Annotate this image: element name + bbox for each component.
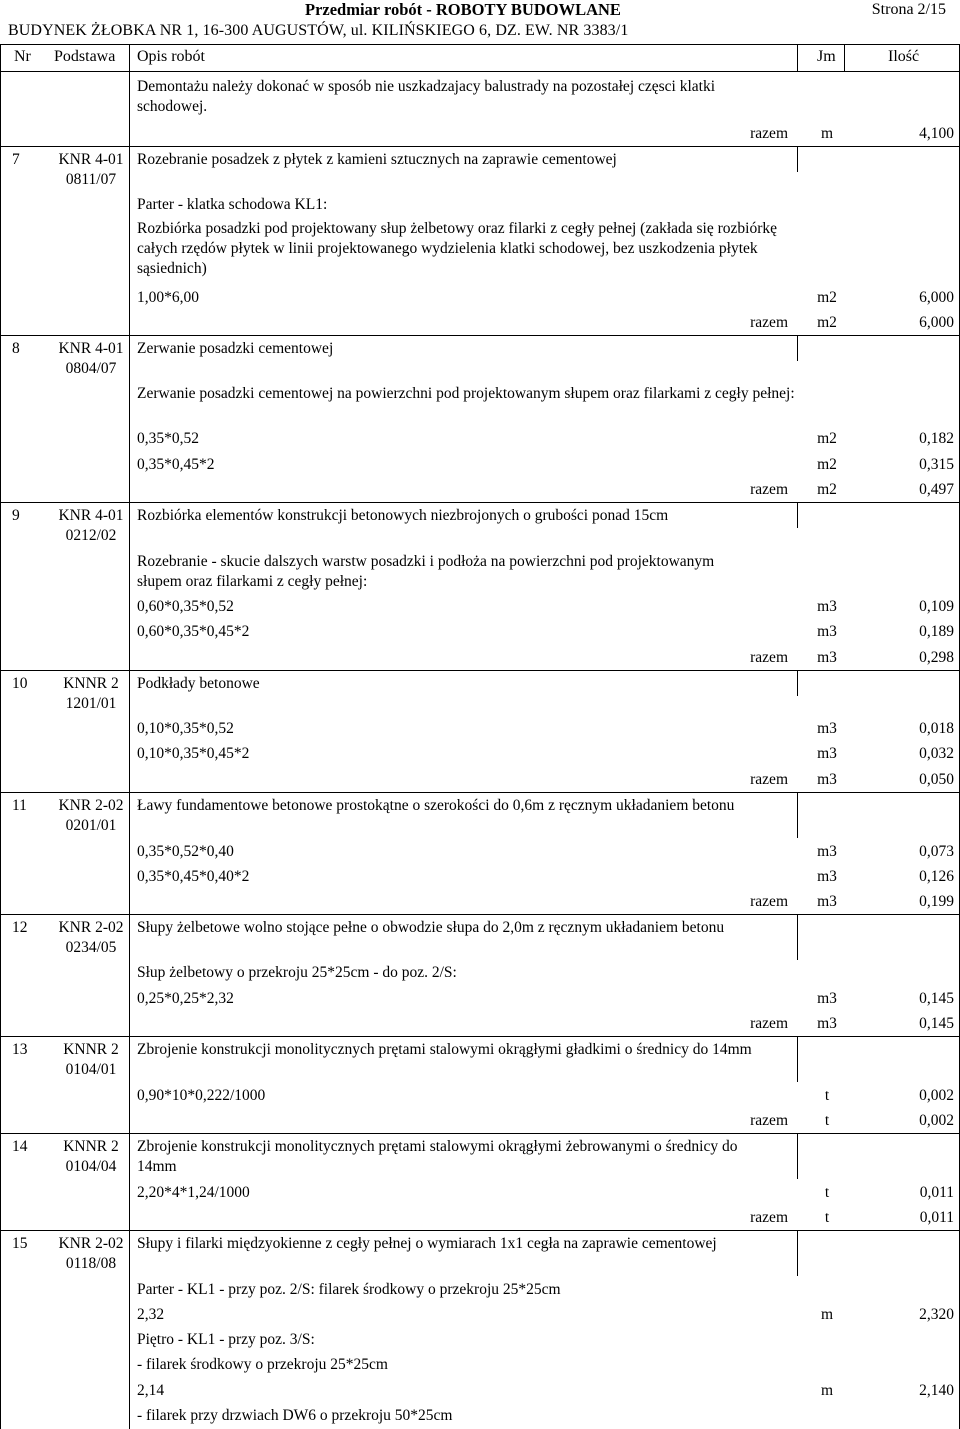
cell-divider <box>797 1036 798 1082</box>
item-base-code: KNR 2-02 <box>58 1235 124 1252</box>
item-number: 10 <box>12 675 28 692</box>
item-base-subcode: 0201/01 <box>65 817 117 834</box>
item-number: 9 <box>12 507 20 524</box>
total-unit: m <box>820 125 834 142</box>
table-top-border <box>0 44 960 45</box>
row-separator <box>0 1230 960 1231</box>
column-header-base: Podstawa <box>54 48 116 65</box>
table-left-border <box>0 44 1 1429</box>
item-base-code: KNNR 2 <box>63 675 119 692</box>
item-note: Piętro - KL1 - przy poz. 3/S: <box>137 1331 315 1348</box>
row-separator <box>0 914 960 915</box>
page-number: Strona 2/15 <box>871 1 946 18</box>
calc-quantity: 0,073 <box>919 843 954 860</box>
row-separator <box>0 670 960 671</box>
total-quantity: 4,100 <box>919 125 954 142</box>
razem-label: razem <box>750 1112 788 1129</box>
total-quantity: 0,050 <box>919 771 954 788</box>
total-quantity: 0,497 <box>919 481 954 498</box>
item-base-code: KNNR 2 <box>63 1138 119 1155</box>
calc-unit: m3 <box>817 598 837 615</box>
row-separator <box>0 335 960 336</box>
item-note: - filarek środkowy o przekroju 25*25cm <box>137 1356 388 1373</box>
razem-label: razem <box>750 314 788 331</box>
item-base-subcode: 0104/04 <box>65 1158 117 1175</box>
calc-unit: m3 <box>817 843 837 860</box>
calc-unit: m2 <box>817 430 837 447</box>
calc-unit: m3 <box>817 990 837 1007</box>
total-unit: t <box>824 1209 830 1226</box>
cell-divider <box>797 502 798 528</box>
total-quantity: 0,298 <box>919 649 954 666</box>
calc-unit: m <box>820 1306 834 1323</box>
calc-expression: 1,00*6,00 <box>137 289 199 306</box>
item-title: Zbrojenie konstrukcji monolitycznych prętami stalowymi okrągłymi żebrowanymi o średnicy do 14mm <box>137 1138 738 1175</box>
razem-label: razem <box>750 771 788 788</box>
total-unit: t <box>824 1112 830 1129</box>
item-base-code: KNNR 2 <box>63 1041 119 1058</box>
total-quantity: 0,002 <box>919 1112 954 1129</box>
total-unit: m3 <box>817 893 837 910</box>
item-note: - filarek przy drzwiach DW6 o przekroju 50*25cm <box>137 1407 453 1424</box>
calc-unit: m3 <box>817 720 837 737</box>
calc-quantity: 0,109 <box>919 598 954 615</box>
item-base-subcode: 0118/08 <box>65 1255 117 1272</box>
item-number: 14 <box>12 1138 28 1155</box>
calc-unit: t <box>824 1184 830 1201</box>
item-number: 12 <box>12 919 28 936</box>
item-note: Parter - klatka schodowa KL1: <box>137 196 328 213</box>
total-unit: m2 <box>817 481 837 498</box>
razem-label: razem <box>750 125 788 142</box>
item-base-code: KNR 4-01 <box>58 507 124 524</box>
item-base-code: KNR 4-01 <box>58 340 124 357</box>
calc-quantity: 2,140 <box>919 1382 954 1399</box>
column-header-quantity: Ilość <box>888 48 920 65</box>
item-note: Rozebranie - skucie dalszych warstw posadzki i podłoża na powierzchni pod projektowanym słupem oraz filarkami z cegły pełnej: <box>137 553 715 590</box>
project-address: BUDYNEK ŻŁOBKA NR 1, 16-300 AUGUSTÓW, ul. KILIŃSKIEGO 6, DZ. EW. NR 3383/1 <box>8 22 629 39</box>
item-title: Ławy fundamentowe betonowe prostokątne o szerokości do 0,6m z ręcznym układaniem betonu <box>137 797 735 814</box>
item-base-code: KNR 2-02 <box>58 919 124 936</box>
calc-unit: m3 <box>817 623 837 640</box>
item-base-subcode: 0234/05 <box>65 939 117 956</box>
calc-expression: 0,10*0,35*0,45*2 <box>137 745 250 762</box>
item-note: Rozbiórka posadzki pod projektowany słup żelbetowy oraz filarki z cegły pełnej (zakłada się rozbiórkę całych rzędów płytek w linii projektowanego wydzielenia klatki schodowej, bez uszkodzenia płytek sąsiednich) <box>137 220 778 277</box>
document-title: Przedmiar robót - ROBOTY BUDOWLANE <box>305 0 621 19</box>
calc-unit: m3 <box>817 745 837 762</box>
razem-label: razem <box>750 1209 788 1226</box>
total-quantity: 0,011 <box>919 1209 954 1226</box>
cell-divider <box>797 792 798 838</box>
razem-label: razem <box>750 1015 788 1032</box>
total-quantity: 0,145 <box>919 1015 954 1032</box>
item-title: Słupy i filarki międzyokienne z cegły pełnej o wymiarach 1x1 cegła na zaprawie cementowej <box>137 1235 717 1252</box>
cell-divider <box>797 914 798 960</box>
calc-unit: m <box>820 1382 834 1399</box>
calc-quantity: 0,032 <box>919 745 954 762</box>
column-header-description: Opis robót <box>137 48 205 65</box>
row-separator <box>0 792 960 793</box>
cell-divider <box>797 146 798 172</box>
calc-unit: m2 <box>817 456 837 473</box>
column-header-bottom-border <box>0 71 960 72</box>
item-title: Podkłady betonowe <box>137 675 260 692</box>
unit-column-divider <box>797 44 798 71</box>
item-base-subcode: 0212/02 <box>65 527 117 544</box>
calc-quantity: 0,145 <box>919 990 954 1007</box>
item-base-code: KNR 2-02 <box>58 797 124 814</box>
calc-expression: 0,60*0,35*0,45*2 <box>137 623 250 640</box>
calc-expression: 0,35*0,45*2 <box>137 456 215 473</box>
column-header-unit: Jm <box>817 48 836 65</box>
item-number: 15 <box>12 1235 28 1252</box>
description-column-divider <box>129 44 130 1429</box>
total-quantity: 6,000 <box>919 314 954 331</box>
calc-quantity: 0,002 <box>919 1087 954 1104</box>
razem-label: razem <box>750 649 788 666</box>
item-base-subcode: 0104/01 <box>65 1061 117 1078</box>
calc-expression: 0,25*0,25*2,32 <box>137 990 234 1007</box>
column-header-nr: Nr <box>14 48 31 65</box>
item-title: Rozbiórka elementów konstrukcji betonowych niezbrojonych o grubości ponad 15cm <box>137 507 669 524</box>
calc-quantity: 0,182 <box>919 430 954 447</box>
calc-unit: m3 <box>817 868 837 885</box>
cell-divider <box>797 670 798 696</box>
calc-expression: 2,20*4*1,24/1000 <box>137 1184 250 1201</box>
item-base-subcode: 0804/07 <box>65 360 117 377</box>
calc-expression: 0,90*10*0,222/1000 <box>137 1087 266 1104</box>
item-number: 13 <box>12 1041 28 1058</box>
total-unit: m3 <box>817 771 837 788</box>
total-unit: m3 <box>817 1015 837 1032</box>
calc-expression: 0,10*0,35*0,52 <box>137 720 234 737</box>
item-note: Parter - KL1 - przy poz. 2/S: filarek środkowy o przekroju 25*25cm <box>137 1281 561 1298</box>
calc-unit: m2 <box>817 289 837 306</box>
calc-expression: 0,35*0,52*0,40 <box>137 843 234 860</box>
continuation-text: Demontażu należy dokonać w sposób nie uszkadzajacy balustrady na pozostałej częsci klatki schodowej. <box>137 78 716 115</box>
calc-quantity: 0,189 <box>919 623 954 640</box>
row-separator <box>0 146 960 147</box>
row-separator <box>0 1133 960 1134</box>
item-note: Zerwanie posadzki cementowej na powierzchni pod projektowanym słupem oraz filarkami z cegły pełnej: <box>137 385 795 402</box>
row-separator <box>0 502 960 503</box>
cell-divider <box>797 1230 798 1276</box>
item-base-subcode: 1201/01 <box>65 695 117 712</box>
cell-divider <box>797 1133 798 1179</box>
razem-label: razem <box>750 893 788 910</box>
calc-quantity: 6,000 <box>919 289 954 306</box>
calc-quantity: 0,126 <box>919 868 954 885</box>
calc-quantity: 2,320 <box>919 1306 954 1323</box>
calc-unit: t <box>824 1087 830 1104</box>
item-title: Zerwanie posadzki cementowej <box>137 340 334 357</box>
item-title: Zbrojenie konstrukcji monolitycznych prętami stalowymi okrągłymi gładkimi o średnicy do 14mm <box>137 1041 752 1058</box>
calc-expression: 2,14 <box>137 1382 165 1399</box>
item-base-subcode: 0811/07 <box>65 171 117 188</box>
item-number: 11 <box>12 797 27 814</box>
item-number: 7 <box>12 151 20 168</box>
calc-expression: 0,35*0,52 <box>137 430 199 447</box>
total-unit: m2 <box>817 314 837 331</box>
item-number: 8 <box>12 340 20 357</box>
row-separator <box>0 1036 960 1037</box>
item-title: Słupy żelbetowe wolno stojące pełne o obwodzie słupa do 2,0m z ręcznym układaniem betonu <box>137 919 725 936</box>
total-quantity: 0,199 <box>919 893 954 910</box>
calc-quantity: 0,011 <box>919 1184 954 1201</box>
razem-label: razem <box>750 481 788 498</box>
calc-quantity: 0,018 <box>919 720 954 737</box>
calc-quantity: 0,315 <box>919 456 954 473</box>
quantity-column-divider <box>844 44 845 71</box>
item-title: Rozebranie posadzek z płytek z kamieni sztucznych na zaprawie cementowej <box>137 151 617 168</box>
cell-divider <box>797 335 798 361</box>
calc-expression: 0,60*0,35*0,52 <box>137 598 234 615</box>
calc-expression: 0,35*0,45*0,40*2 <box>137 868 250 885</box>
calc-expression: 2,32 <box>137 1306 165 1323</box>
item-note: Słup żelbetowy o przekroju 25*25cm - do poz. 2/S: <box>137 964 457 981</box>
total-unit: m3 <box>817 649 837 666</box>
item-base-code: KNR 4-01 <box>58 151 124 168</box>
